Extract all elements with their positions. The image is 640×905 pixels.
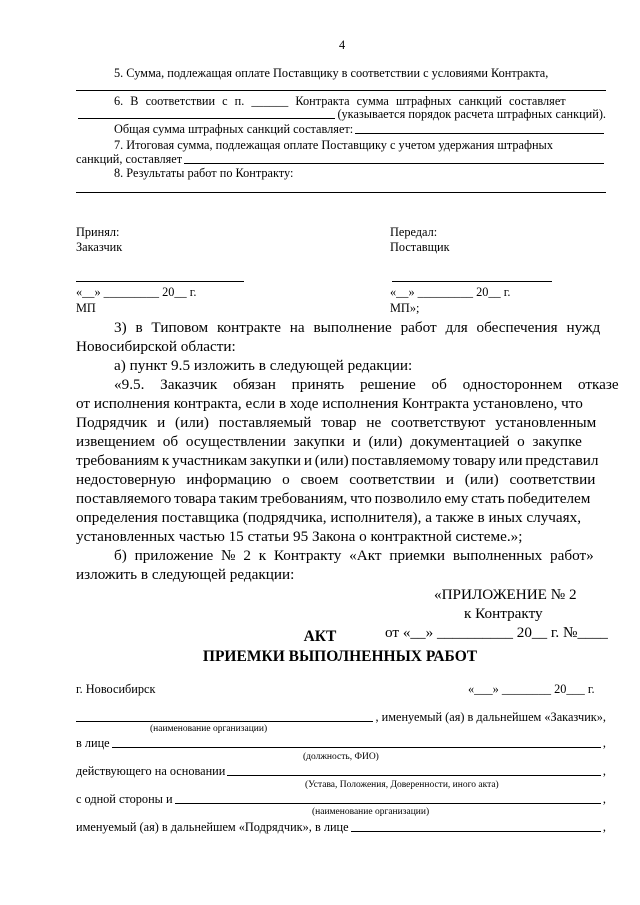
one-side-line (76, 792, 606, 807)
amendment-b-cont: изложить в следующей редакции: (76, 566, 295, 583)
acting-basis-label: действующего на основании (76, 764, 226, 778)
item-7-second-line (76, 152, 606, 167)
contractor-person-line (76, 820, 606, 835)
act-title: АКТ (303, 628, 337, 645)
hint-org-customer: (наименование организации) (150, 724, 268, 734)
act-city: г. Новосибирск (76, 682, 156, 696)
in-person-line (76, 736, 606, 751)
in-person-comma: , (602, 736, 606, 750)
appendix-date-number: от «__» __________ 20__ г. №____ (385, 624, 608, 641)
supplier-signature-line (392, 281, 552, 282)
total-penalty-fill-line (355, 133, 604, 134)
in-person-fill-line (112, 747, 601, 748)
hint-org-contractor: (наименование организации) (312, 807, 430, 817)
clause-line: поставляемого товара таким требованиям, что позволило ему стать победителем (76, 490, 591, 507)
appendix-title: «ПРИЛОЖЕНИЕ № 2 (434, 586, 577, 603)
acting-basis-comma: , (602, 764, 606, 778)
amendment-a-text: а) пункт 9.5 изложить в следующей редакции: (114, 357, 413, 374)
item-7-label: санкций, составляет (76, 152, 183, 166)
appendix-contract-ref: к Контракту (464, 605, 543, 622)
amendment-3-text: 3) в Типовом контракте на выполнение работ для обеспечения нужд (114, 319, 601, 336)
item-5-fill-line (76, 90, 606, 91)
accepted-label: Принял: (76, 225, 120, 239)
supplier-role: Поставщик (390, 240, 450, 254)
in-person-label: в лице (76, 736, 110, 750)
item-8-text: 8. Результаты работ по Контракту: (114, 166, 294, 180)
act-subtitle: ПРИЕМКИ ВЫПОЛНЕННЫХ РАБОТ (202, 648, 478, 665)
customer-org-fill-line (76, 721, 373, 722)
amendment-3-cont: Новосибирской области: (76, 338, 236, 355)
customer-role: Заказчик (76, 240, 123, 254)
item-7-text: 7. Итоговая сумма, подлежащая оплате Поставщику с учетом удержания штрафных (114, 138, 553, 152)
item-6-second-line (76, 107, 606, 122)
clause-line: от исполнения контракта, если в ходе исполнения Контракта установлено, что (76, 395, 583, 412)
clause-line: «9.5. Заказчик обязан принять решение об одностороннем отказе (114, 376, 619, 393)
act-date: «___» ________ 20___ г. (468, 682, 595, 696)
item-6-fill-line (78, 118, 335, 119)
handed-label: Передал: (390, 225, 438, 239)
contractor-person-fill-line (351, 831, 601, 832)
customer-suffix: , именуемый (ая) в дальнейшем «Заказчик», (375, 710, 606, 724)
hint-basis: (Устава, Положения, Доверенности, иного акта) (305, 780, 499, 790)
total-penalty-label: Общая сумма штрафных санкций составляет: (114, 122, 354, 136)
item-6-hint: (указывается порядок расчета штрафных санкций). (337, 107, 606, 121)
customer-stamp: МП (76, 301, 96, 315)
acting-basis-fill-line (227, 775, 601, 776)
clause-line: извещением об осуществлении закупки и (или) документацией о закупке (76, 433, 582, 450)
clause-line: установленных частью 15 статьи 95 Закона о контрактной системе.»; (76, 528, 523, 545)
clause-line: требованиям к участникам закупки и (или) поставляемому товару или представил (76, 452, 599, 469)
acting-basis-line (76, 764, 606, 779)
contractor-person-label: именуемый (ая) в дальнейшем «Подрядчик», в лице (76, 820, 349, 834)
contractor-person-comma: , (602, 820, 606, 834)
item-5-text: 5. Сумма, подлежащая оплате Поставщику в соответствии с условиями Контракта, (114, 66, 549, 80)
clause-line: Подрядчик и (или) поставляемый товар не соответствуют установленным (76, 414, 597, 431)
customer-signature-line (76, 281, 244, 282)
supplier-stamp: МП»; (390, 301, 420, 315)
amendment-b-text: б) приложение № 2 к Контракту «Акт приемки выполненных работ» (114, 547, 594, 564)
customer-line (76, 710, 606, 725)
item-7-fill-line (184, 163, 604, 164)
one-side-comma: , (602, 792, 606, 806)
item-6-text: 6. В соответствии с п. ______ Контракта сумма штрафных санкций составляет (114, 94, 566, 108)
supplier-sign-date: «__» _________ 20__ г. (390, 285, 511, 299)
item-8-fill-line (76, 192, 606, 193)
clause-line: определения поставщика (подрядчика, исполнителя), а также в иных случаях, (76, 509, 582, 526)
one-side-label: с одной стороны и (76, 792, 173, 806)
customer-sign-date: «__» _________ 20__ г. (76, 285, 197, 299)
clause-line: недостоверную информацию о своем соответствии и (или) соответствии (76, 471, 596, 488)
contractor-org-fill-line (175, 803, 601, 804)
page-number: 4 (339, 38, 346, 52)
hint-position: (должность, ФИО) (303, 752, 379, 762)
total-penalty-line (114, 122, 606, 137)
